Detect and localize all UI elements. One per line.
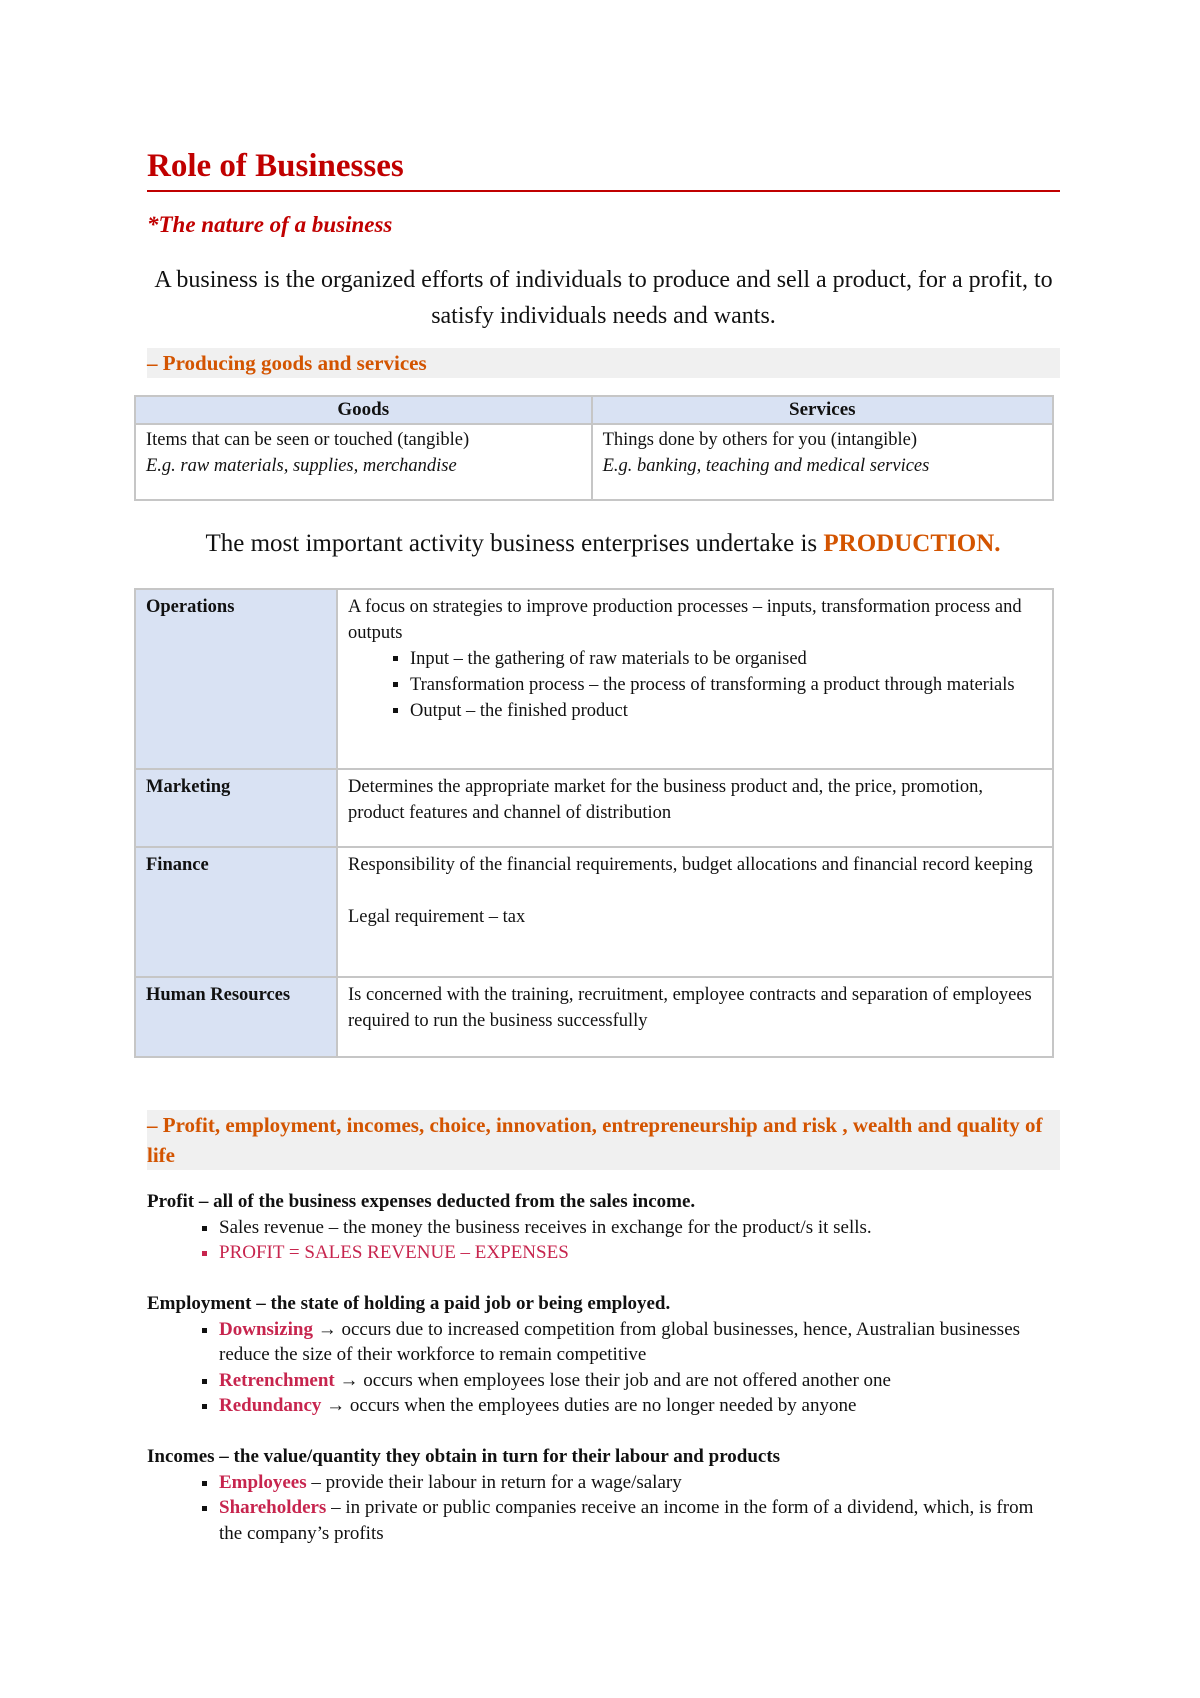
list-item xyxy=(219,1317,1060,1368)
employment-heading: Employment – the state of holding a paid job or being employed. xyxy=(147,1293,671,1314)
business-definition: A business is the organized efforts of individuals to produce and sell a product, for a profit, to satisfy individuals needs and wants. xyxy=(154,267,1053,329)
goods-description: Items that can be seen or touched (tangible) xyxy=(146,430,470,450)
term-shareholders: Shareholders xyxy=(219,1497,327,1518)
section-heading-goods-services: – Producing goods and services xyxy=(147,348,1060,378)
arrow-right-icon: → xyxy=(339,1369,359,1391)
operations-description: A focus on strategies to improve production processes – inputs, transformation process and outputs xyxy=(348,597,1022,643)
production-highlight: PRODUCTION. xyxy=(823,530,1001,557)
arrow-right-icon: → xyxy=(317,1318,337,1340)
services-description: Things done by others for you (intangible) xyxy=(602,430,918,450)
profit-formula: ▪ PROFIT = SALES REVENUE – EXPENSES xyxy=(219,1240,1060,1266)
page-title: Role of Businesses xyxy=(147,146,1060,192)
incomes-heading: Incomes – the value/quantity they obtain in turn for their labour and products xyxy=(147,1446,781,1467)
term-definition: occurs when the employees duties are no longer needed by anyone xyxy=(345,1395,857,1416)
production-text: The most important activity business enterprises undertake is xyxy=(205,530,824,557)
operations-label: Operations xyxy=(135,589,337,769)
list-item xyxy=(219,1393,1060,1419)
incomes-block xyxy=(147,1444,1060,1546)
business-functions-table xyxy=(134,588,1054,1058)
term-retrenchment: Retrenchment xyxy=(219,1369,335,1391)
goods-example: E.g. raw materials, supplies, merchandise xyxy=(146,456,457,476)
term-redundancy: Redundancy xyxy=(219,1395,322,1416)
list-item: ▪ Output – the finished product xyxy=(410,698,1042,724)
term-definition: – in private or public companies receive an income in the form of a dividend, which, is from the company’s profits xyxy=(219,1497,1034,1544)
list-item xyxy=(219,1495,1060,1546)
term-definition: occurs due to increased competition from global businesses, hence, Australian businesses reduce the size of their workforce to remain competitive xyxy=(219,1318,1021,1365)
finance-description: Responsibility of the financial requirements, budget allocations and financial record keeping xyxy=(348,855,1033,875)
term-employees: Employees xyxy=(219,1471,307,1493)
finance-label: Finance xyxy=(135,847,337,977)
list-item: ▪ Input – the gathering of raw materials to be organised xyxy=(410,646,1042,672)
services-cell xyxy=(592,424,1053,500)
hr-label: Human Resources xyxy=(135,977,337,1057)
goods-header: Goods xyxy=(135,396,592,424)
employment-block xyxy=(147,1291,1060,1419)
profit-block xyxy=(147,1189,1060,1266)
list-item: ▪ Sales revenue – the money the business receives in exchange for the product/s it sells. xyxy=(219,1215,1060,1241)
arrow-right-icon: → xyxy=(326,1395,346,1416)
subtitle: *The nature of a business xyxy=(147,212,393,237)
finance-cell xyxy=(337,847,1053,977)
goods-cell xyxy=(135,424,592,500)
operations-bullets xyxy=(348,646,1042,724)
term-definition: occurs when employees lose their job and are not offered another one xyxy=(358,1369,891,1391)
list-item xyxy=(219,1368,1060,1394)
production-statement xyxy=(143,530,1063,558)
marketing-description: Determines the appropriate market for the business product and, the price, promotion, product features and channel of distribution xyxy=(337,769,1053,847)
section-heading-profit-employment: – Profit, employment, incomes, choice, innovation, entrepreneurship and risk , wealth and quality of life xyxy=(147,1110,1060,1170)
list-item: ▪ Transformation process – the process of transforming a product through materials xyxy=(410,672,1042,698)
goods-services-table xyxy=(134,395,1054,501)
services-header: Services xyxy=(592,396,1053,424)
hr-description: Is concerned with the training, recruitment, employee contracts and separation of employees required to run the business successfully xyxy=(337,977,1053,1057)
term-downsizing: Downsizing xyxy=(219,1318,313,1340)
marketing-label: Marketing xyxy=(135,769,337,847)
term-definition: – provide their labour in return for a wage/salary xyxy=(306,1471,682,1493)
operations-cell xyxy=(337,589,1053,769)
profit-heading: Profit – all of the business expenses deducted from the sales income. xyxy=(147,1191,696,1212)
list-item xyxy=(219,1470,1060,1496)
finance-legal: Legal requirement – tax xyxy=(348,907,526,927)
services-example: E.g. banking, teaching and medical services xyxy=(602,456,930,476)
